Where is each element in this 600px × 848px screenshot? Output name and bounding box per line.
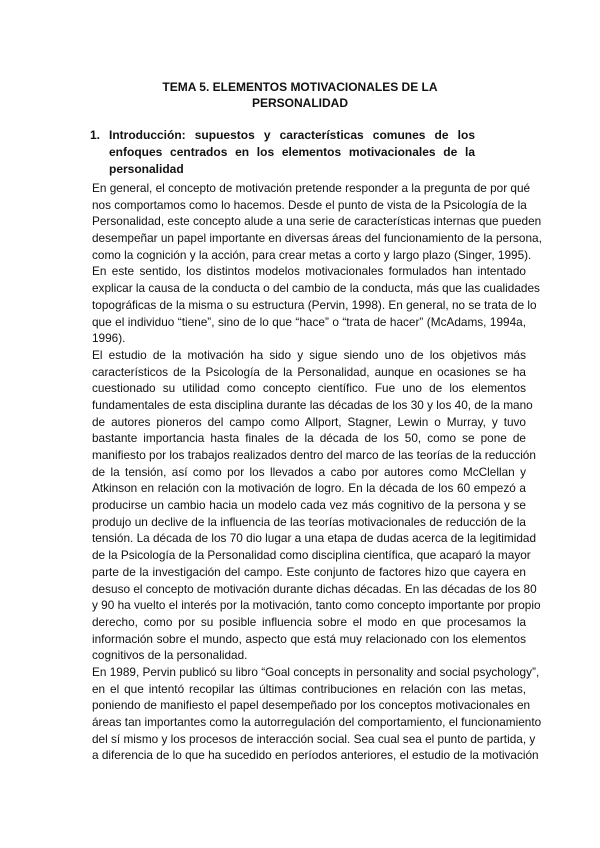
body-line: Atkinson en relación con la motivación de logro. En la década de los 60 empezó a bbox=[92, 481, 526, 496]
section-heading-line: Introducción: supuestos y características comunes de los bbox=[109, 128, 475, 142]
body-line: información sobre el mundo, aspecto que está muy relacionado con los elementos bbox=[92, 631, 526, 646]
body-line: explicar la causa de la conducta o del cambio de la conducta, más que las cualidades bbox=[92, 281, 540, 296]
body-line: de autores pioneros del campo como Allport, Stagner, Lewin o Murray, y tuvo bbox=[92, 414, 526, 429]
body-line: a diferencia de lo que ha sucedido en períodos anteriores, el estudio de la motivación bbox=[92, 748, 539, 763]
body-line: nos comportamos como lo hacemos. Desde el punto de vista de la Psicología de la bbox=[92, 197, 527, 212]
body-line: En general, el concepto de motivación pretende responder a la pregunta de por qué bbox=[92, 181, 531, 195]
section-number: 1. bbox=[90, 128, 101, 142]
body-line: poniendo de manifiesto el papel desempeñado por los conceptos motivacionales en bbox=[92, 698, 531, 713]
body-line: En este sentido, los distintos modelos motivacionales formulados han intentado bbox=[92, 264, 526, 279]
body-line: y 90 ha vuelto el interés por la motivación, tanto como concepto importante por propio bbox=[92, 598, 541, 613]
section-heading-line: personalidad bbox=[109, 162, 184, 176]
body-line: como la cognición y la acción, para crear metas a corto y largo plazo (Singer, 1995). bbox=[92, 247, 532, 262]
body-line: Personalidad, este concepto alude a una serie de características internas que pueden bbox=[92, 214, 542, 229]
title-line: PERSONALIDAD bbox=[251, 96, 348, 110]
body-line: desempeñar un papel importante en diversas áreas del funcionamiento de la persona, bbox=[92, 231, 542, 246]
body-text bbox=[92, 180, 542, 764]
body-line: fundamentales de esta disciplina durante las décadas de los 30 y los 40, de la mano bbox=[92, 397, 533, 412]
body-line: bastante importancia hasta finales de la década de los 50, como se pone de bbox=[92, 431, 526, 446]
body-line: producirse un cambio hacia un modelo cada vez más cognitivo de la persona y se bbox=[92, 498, 526, 513]
page-title bbox=[0, 79, 600, 111]
body-line: de la tensión, así como por los llevados a cabo por autores como McClellan y bbox=[92, 464, 526, 479]
body-line: 1996). bbox=[92, 331, 126, 346]
body-line: En 1989, Pervin publicó su libro “Goal concepts in personality and social psychology”, bbox=[92, 664, 540, 679]
body-line: cognitivos de la personalidad. bbox=[92, 648, 248, 663]
body-line: característicos de la Psicología de la Personalidad, aunque en ocasiones se ha bbox=[92, 364, 526, 379]
body-line: produjo un declive de la influencia de las teorías motivacionales de reducción de la bbox=[92, 514, 526, 529]
section-heading-text bbox=[109, 127, 475, 178]
body-line: derecho, como por su posible influencia sobre el modo en que procesamos la bbox=[92, 614, 526, 629]
body-line: manifiesto por los trabajos realizados dentro del marco de las teorías de la reducción bbox=[92, 448, 536, 462]
section-heading-line: enfoques centrados en los elementos motivacionales de la bbox=[109, 145, 475, 159]
body-line: El estudio de la motivación ha sido y sigue siendo uno de los objetivos más bbox=[92, 347, 526, 362]
body-line: del sí mismo y los procesos de interacción social. Sea cual sea el punto de partida, y bbox=[92, 731, 536, 746]
body-line: áreas tan importantes como la autorregulación del comportamiento, el funcionamiento bbox=[92, 715, 542, 729]
body-line: topográficas de la misma o su estructura (Pervin, 1998). En general, no se trata de lo bbox=[92, 297, 537, 312]
body-line: cuestionado su utilidad como concepto científico. Fue uno de los elementos bbox=[92, 381, 526, 396]
body-line: parte de la investigación del campo. Este conjunto de factores hizo que cayera en bbox=[92, 564, 526, 579]
body-line: que el individuo “tiene”, sino de lo que “hace” o “trata de hacer” (McAdams, 1994a, bbox=[92, 314, 526, 329]
title-line: TEMA 5. ELEMENTOS MOTIVACIONALES DE LA bbox=[162, 80, 438, 94]
body-line: tensión. La década de los 70 dio lugar a una etapa de dudas acerca de la legitimidad bbox=[92, 531, 537, 546]
body-line: en el que intentó recopilar las últimas contribuciones en relación con las metas, bbox=[92, 681, 526, 696]
body-line: de la Psicología de la Personalidad como disciplina científica, que acaparó la mayor bbox=[92, 548, 531, 563]
body-line: desuso el concepto de motivación durante dichas décadas. En las décadas de los 80 bbox=[92, 581, 537, 596]
